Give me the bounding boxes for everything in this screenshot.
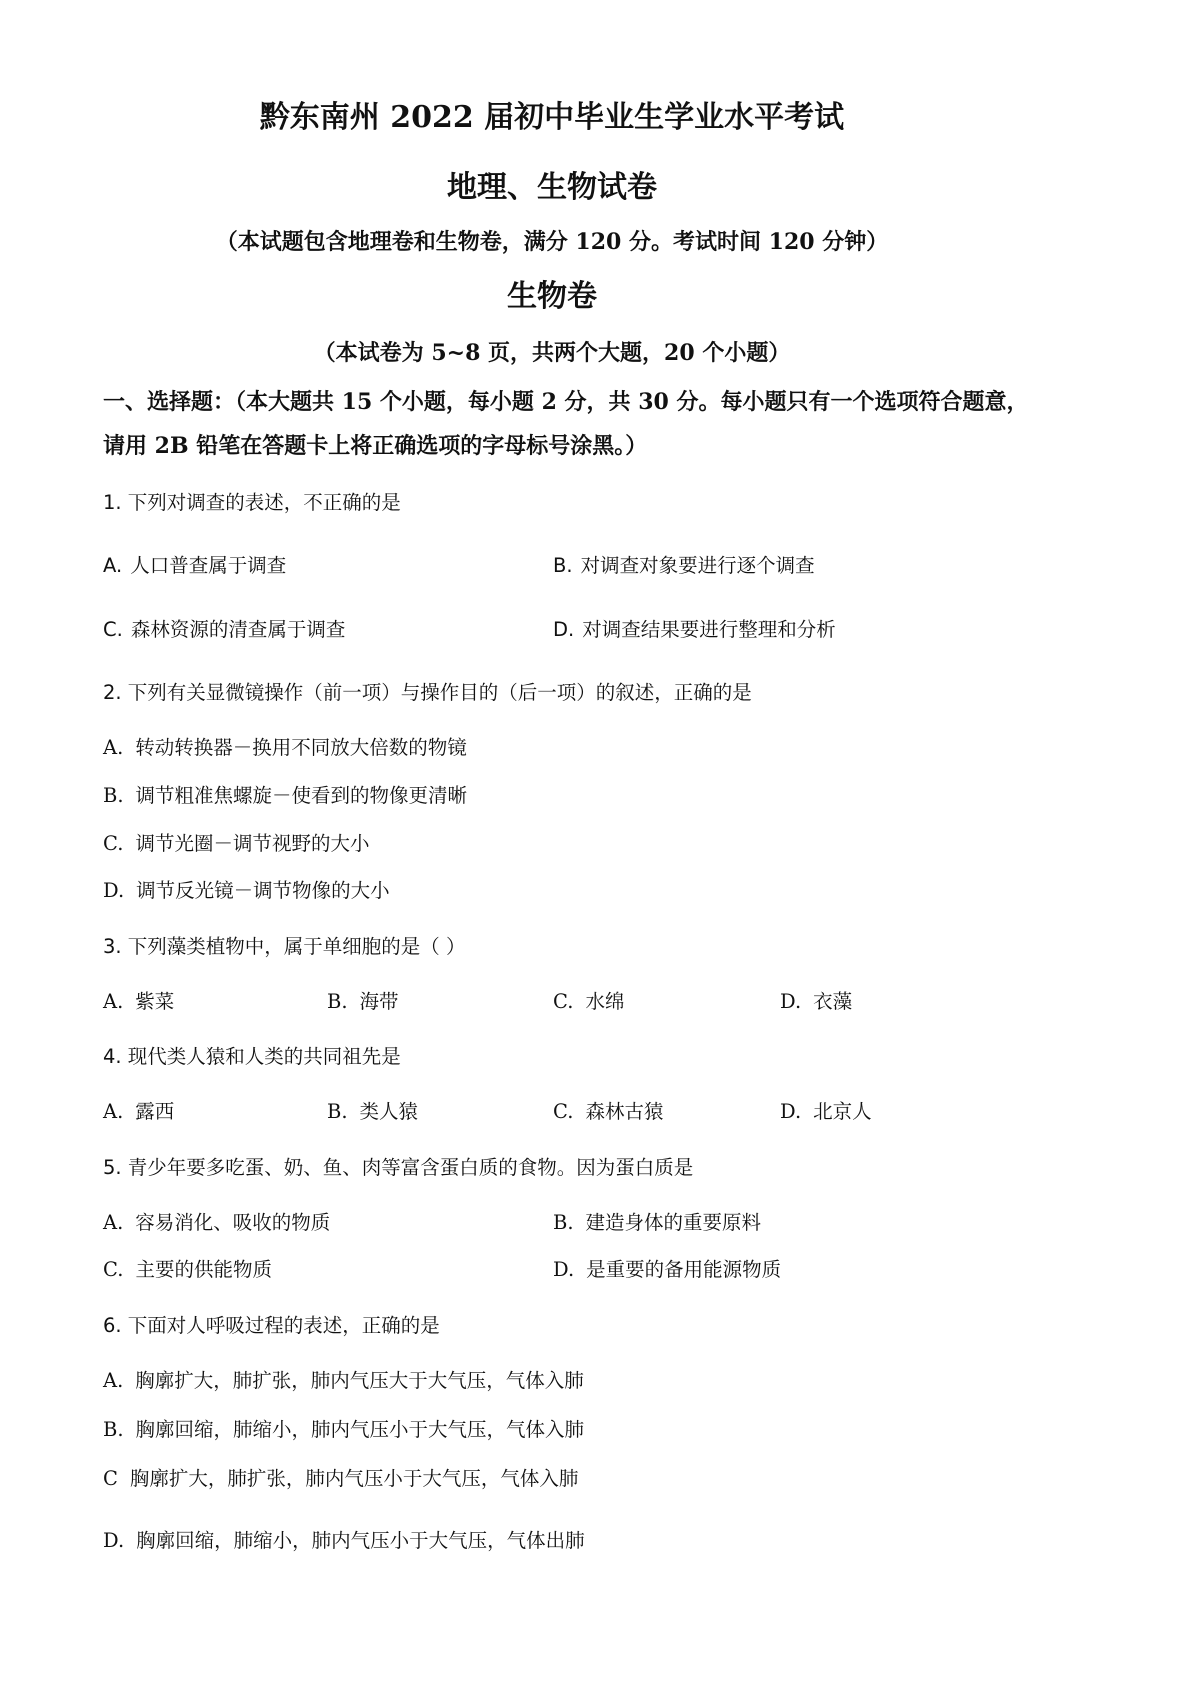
option-text: 转动转换器－换用不同放大倍数的物镜 [135,736,467,759]
option-label: C. [553,990,574,1013]
option-label: B. [553,554,573,577]
option-text: 人口普查属于调查 [130,554,287,577]
question-3-option-d [780,992,852,1012]
question-6-stem: 6. 下面对人呼吸过程的表述，正确的是 [103,1314,440,1337]
option-label: A. [103,736,124,759]
question-5-stem: 5. 青少年要多吃蛋、奶、鱼、肉等富含蛋白质的食物。因为蛋白质是 [103,1156,694,1179]
option-label: A. [103,1369,124,1392]
question-4-stem: 4. 现代类人猿和人类的共同祖先是 [103,1045,401,1068]
section-instruction-line1: 一、选择题：（本大题共 15 个小题，每小题 2 分，共 30 分。每小题只有一个选项符合题意， [103,389,1029,415]
question-5-option-c [103,1260,272,1280]
option-label: B. [327,990,348,1013]
question-3-option-b [327,992,399,1012]
question-4-option-b [327,1102,418,1122]
option-text: 建造身体的重要原料 [585,1211,762,1234]
paper-title: 生物卷 [507,279,597,314]
option-text: 胸廓回缩，肺缩小，肺内气压小于大气压，气体入肺 [135,1418,585,1441]
question-2-option-b [103,786,467,806]
option-text: 紫菜 [135,990,175,1013]
option-text: 胸廓回缩，肺缩小，肺内气压小于大气压，气体出肺 [136,1529,585,1552]
option-label: A. [103,1100,124,1123]
option-label: A. [103,990,124,1013]
option-text: 胸廓扩大，肺扩张，肺内气压小于大气压，气体入肺 [129,1467,579,1490]
option-label: A. [103,554,123,577]
option-label: C. [103,1258,124,1281]
option-text: 胸廓扩大，肺扩张，肺内气压大于大气压，气体入肺 [135,1369,584,1392]
question-5-option-d [553,1260,781,1280]
exam-note: （本试题包含地理卷和生物卷，满分 120 分。考试时间 120 分钟） [215,229,889,255]
question-2-option-a [103,738,467,758]
option-text: 调节粗准焦螺旋－使看到的物像更清晰 [135,784,468,807]
option-label: D. [103,879,125,902]
question-4-option-c [553,1102,663,1122]
option-text: 北京人 [813,1100,872,1123]
option-label: A. [103,1211,124,1234]
option-text: 类人猿 [359,1100,419,1123]
question-1-option-a [103,556,286,576]
paper-note: （本试卷为 5~8 页，共两个大题，20 个小题） [313,340,791,366]
option-text: 森林古猿 [585,1100,664,1123]
question-4-option-d [780,1102,872,1122]
option-label: B. [553,1211,574,1234]
option-text: 调节反光镜－调节物像的大小 [136,879,390,902]
question-1-option-d [553,620,836,640]
option-label: D. [103,1529,125,1552]
question-6-option-a [103,1371,584,1391]
section-instruction-line2: 请用 2B 铅笔在答题卡上将正确选项的字母标号涂黑。） [103,433,648,459]
question-6-option-d [103,1531,585,1551]
option-label: B. [103,1418,124,1441]
option-text: 对调查结果要进行整理和分析 [582,618,836,641]
option-text: 主要的供能物质 [135,1258,272,1281]
question-5-option-a [103,1213,330,1233]
option-label: C. [103,832,124,855]
question-3-stem: 3. 下列藻类植物中，属于单细胞的是（ ） [103,935,466,958]
option-label: D. [553,618,575,641]
option-label: C. [103,618,123,641]
option-label: C. [553,1100,574,1123]
exam-subtitle: 地理、生物试卷 [447,170,657,205]
exam-title: 黔东南州 2022 届初中毕业生学业水平考试 [259,100,845,135]
question-3-option-a [103,992,174,1012]
question-1-stem: 1. 下列对调查的表述，不正确的是 [103,491,401,514]
question-1-option-b [553,556,815,576]
question-6-option-c [103,1469,578,1489]
question-2-stem: 2. 下列有关显微镜操作（前一项）与操作目的（后一项）的叙述，正确的是 [103,681,752,704]
option-label: D. [553,1258,575,1281]
question-2-option-c [103,834,369,854]
option-text: 容易消化、吸收的物质 [135,1211,331,1234]
option-text: 是重要的备用能源物质 [586,1258,782,1281]
option-label: D. [780,1100,802,1123]
question-1-option-c [103,620,345,640]
option-label: B. [327,1100,348,1123]
option-text: 对调查对象要进行逐个调查 [580,554,815,577]
option-label: C [103,1467,118,1490]
question-4-option-a [103,1102,174,1122]
option-text: 露西 [135,1100,175,1123]
question-5-option-b [553,1213,761,1233]
question-6-option-b [103,1420,584,1440]
option-text: 海带 [359,990,399,1013]
option-text: 水绵 [585,990,625,1013]
question-2-option-d [103,881,390,901]
option-label: B. [103,784,124,807]
option-text: 衣藻 [813,990,853,1013]
option-label: D. [780,990,802,1013]
question-3-option-c [553,992,624,1012]
option-text: 调节光圈－调节视野的大小 [135,832,370,855]
option-text: 森林资源的清查属于调查 [130,618,346,641]
